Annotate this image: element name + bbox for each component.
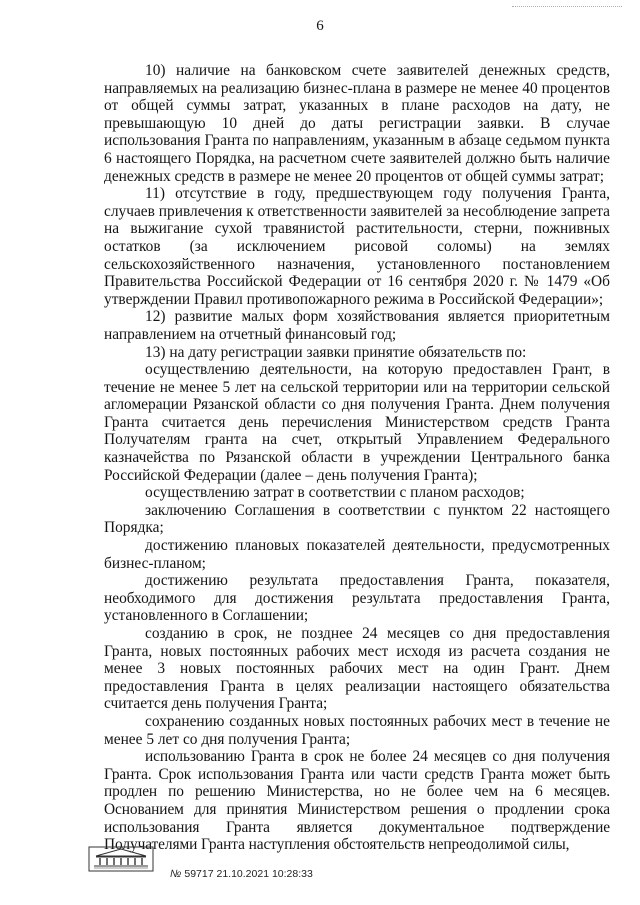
paragraph-item-10: 10) наличие на банковском счете заявителей денежных средств, направляемых на реализацию бизнес-плана в размере не менее 40 процентов от общей суммы затрат, указанных в плане расходов на дату, не превышающую 10 дней до даты регистрации заявки. В случае использования Гранта по направлениям, указанным в абзаце седьмом пункта 6 настоящего Порядка, на расчетном счете заявителей должно быть наличие денежных средств в размере не менее 20 процентов от общей суммы затрат; bbox=[104, 62, 610, 185]
obligation-result: достижению результата предоставления Гранта, показателя, необходимого для достижения результата предоставления Гранта, установленного в Соглашении; bbox=[104, 572, 610, 625]
obligation-activity: осуществлению деятельности, на которую предоставлен Грант, в течение не менее 5 лет на сельской территории или на территории сельской агломерации Рязанской области со дня получения Гранта. Днем получения Гранта считается день перечисления Министерством средств Гранта Получателям гранта на счет, открытый Управлением Федерального казначейства по Рязанской области в учреждении Центрального банка Российской Федерации (далее – день получения Гранта); bbox=[104, 361, 610, 484]
government-building-stamp-icon bbox=[88, 846, 154, 872]
page-number: 6 bbox=[316, 18, 324, 34]
obligation-expenses: осуществлению затрат в соответствии с планом расходов; bbox=[145, 484, 525, 502]
paragraph-item-13: 13) на дату регистрации заявки принятие обязательств по: bbox=[145, 343, 527, 361]
document-body bbox=[104, 62, 610, 854]
paragraph-item-12: 12) развитие малых форм хозяйствования является приоритетным направлением на отчетный финансовый год; bbox=[104, 308, 610, 343]
obligation-grant-usage: использованию Гранта в срок не более 24 месяцев со дня получения Гранта. Срок использования Гранта или части средств Гранта может быть продлен по решению Министерства, но не более чем на 6 месяцев. Основанием для принятия Министерством решения о продлении срока использования Гранта является документальное подтверждение Получателями Гранта наступления обстоятельств непреодолимой силы, bbox=[104, 748, 610, 854]
registration-id-text: 59717 21.10.2021 10:28:33 bbox=[184, 868, 313, 880]
obligation-agreement: заключению Соглашения в соответствии с пунктом 22 настоящего Порядка; bbox=[104, 501, 610, 537]
document-footer bbox=[88, 846, 408, 886]
obligation-indicators: достижению плановых показателей деятельности, предусмотренных бизнес-планом; bbox=[104, 537, 610, 572]
number-sign: № bbox=[170, 868, 182, 880]
document-registration-id bbox=[170, 868, 313, 880]
paragraph-item-11: 11) отсутствие в году, предшествующем году получения Гранта, случаев привлечения к ответственности заявителей за несоблюдение запрета на выжигание сухой травянистой растительности, стерни, пожнивных остатков (за исключением рисовой соломы) на землях сельскохозяйственного назначения, установленного постановлением Правительства Российской Федерации от 16 сентября 2020 г. № 1479 «Об утверждении Правил противопожарного режима в Российской Федерации»; bbox=[104, 185, 610, 308]
obligation-jobs-retention: сохранению созданных новых постоянных рабочих мест в течение не менее 5 лет со дня получения Гранта; bbox=[104, 712, 610, 748]
obligation-jobs-creation: созданию в срок, не позднее 24 месяцев со дня предоставления Гранта, новых постоянных рабочих мест исходя из расчета создания не менее 3 новых постоянных рабочих мест на один Грант. Днем предоставления Гранта в целях реализации настоящего обязательства считается день получения Гранта; bbox=[104, 625, 610, 713]
scan-artifact bbox=[512, 6, 622, 11]
